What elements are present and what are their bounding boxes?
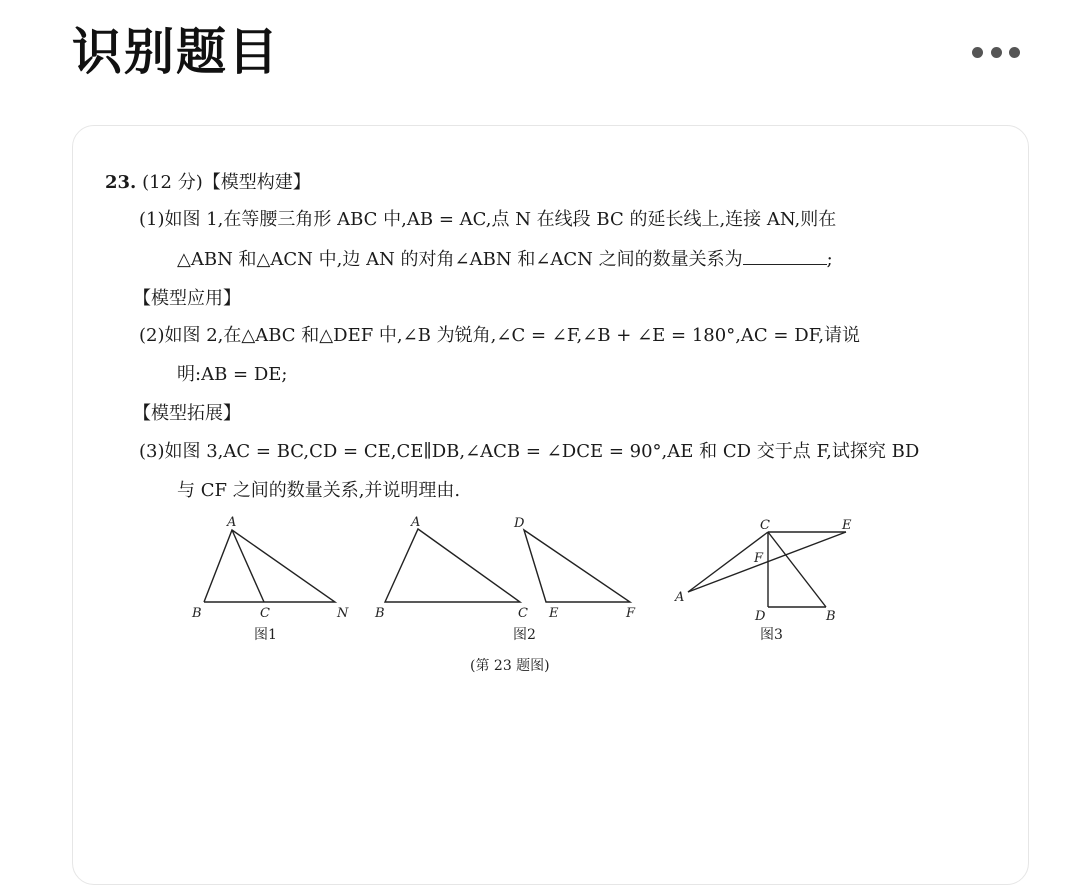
fig2-label-f: F — [626, 606, 636, 621]
fig3-label-e: E — [842, 518, 852, 533]
fig2-label-e: E — [549, 606, 559, 621]
fig3-label-a: A — [675, 590, 685, 605]
question-2-line-1: (2)如图 2,在△ABC 和△DEF 中,∠B 为锐角,∠C = ∠F,∠B + ∠E = 180°,AC = DF,请说 — [139, 325, 861, 346]
section-model-extend: 【模型拓展】 — [133, 403, 241, 424]
fig2-label-a: A — [411, 515, 421, 530]
fig1-triangle-abn — [204, 530, 335, 602]
answer-blank — [743, 246, 827, 265]
fig2-triangle-abc — [385, 529, 520, 602]
fig3-label-c: C — [760, 518, 770, 533]
problem-number: 23. — [105, 172, 137, 193]
fig2-label-c: C — [518, 606, 528, 621]
fig1-label-n: N — [337, 606, 349, 621]
geometry-figures — [180, 510, 880, 680]
fig2-caption: 图2 — [513, 627, 536, 643]
more-options-button[interactable] — [966, 36, 1026, 68]
fig1-caption: 图1 — [254, 627, 277, 643]
question-1-line-2-end: ; — [826, 249, 833, 270]
question-1-line-2-text: △ABN 和△ACN 中,边 AN 的对角∠ABN 和∠ACN 之间的数量关系为 — [177, 249, 743, 270]
more-horizontal-icon — [991, 47, 1002, 58]
fig1-label-a: A — [227, 515, 237, 530]
figures-group-caption: (第 23 题图) — [470, 658, 550, 674]
fig3-label-f: F — [754, 551, 764, 566]
fig1-label-b: B — [192, 606, 202, 621]
question-3-line-2: 与 CF 之间的数量关系,并说明理由. — [177, 480, 461, 501]
fig3-segment-ae — [688, 532, 846, 592]
fig3-label-d: D — [755, 609, 766, 624]
fig3-label-b: B — [826, 609, 836, 624]
more-horizontal-icon — [972, 47, 983, 58]
question-1-line-2 — [177, 245, 833, 275]
fig3-caption: 图3 — [760, 627, 783, 643]
fig2-label-d: D — [514, 516, 525, 531]
fig2-triangle-def — [524, 530, 630, 602]
problem-figures — [180, 510, 880, 680]
problem-heading — [105, 168, 311, 198]
section-model-build: 【模型构建】 — [202, 172, 311, 193]
question-3-line-1: (3)如图 3,AC = BC,CD = CE,CE∥DB,∠ACB = ∠DCE = 90°,AE 和 CD 交于点 F,试探究 BD — [139, 441, 920, 462]
problem-score: (12 分) — [142, 172, 203, 193]
more-horizontal-icon — [1009, 47, 1020, 58]
page-title: 识别题目 — [72, 23, 280, 81]
fig1-label-c: C — [260, 606, 270, 621]
section-model-apply: 【模型应用】 — [133, 288, 241, 309]
fig2-label-b: B — [375, 606, 385, 621]
question-2-line-2: 明:AB = DE; — [177, 364, 288, 385]
question-1-line-1: (1)如图 1,在等腰三角形 ABC 中,AB = AC,点 N 在线段 BC 的延长线上,连接 AN,则在 — [139, 209, 837, 230]
